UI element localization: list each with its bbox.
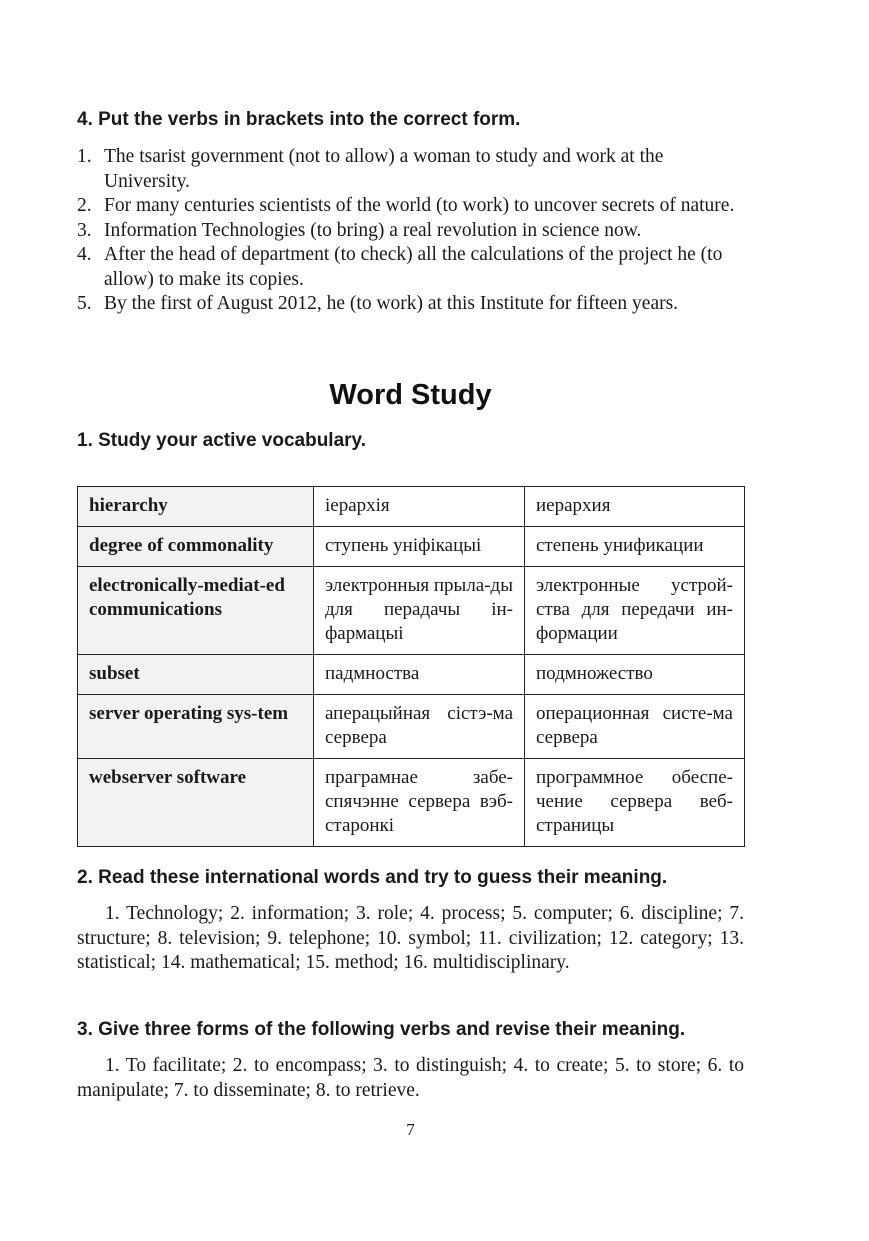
term-russian: иерархия (525, 487, 745, 527)
term-english: subset (78, 655, 314, 695)
exercise-2-heading: 2. Read these international words and try to guess their meaning. (77, 867, 668, 888)
table-row (78, 759, 745, 847)
term-belarusian: ступень уніфікацыі (314, 527, 525, 567)
term-english: hierarchy (78, 487, 314, 527)
vocabulary-heading: 1. Study your active vocabulary. (77, 430, 366, 451)
list-item: 3. Information Technologies (to bring) a real revolution in science now. (77, 219, 642, 241)
exercise-2-text: 1. Technology; 2. information; 3. role; 4. process; 5. computer; 6. discipline; 7. structure; 8. television; 9. telephone; 10. symbol; 11. civilization; 12. category; 13. statistical; 14. mathematical; 15. method; 16. multidisciplinary. (77, 903, 744, 973)
table-row (78, 567, 745, 655)
term-english: server operating sys-tem (78, 695, 314, 759)
term-russian: степень унификации (525, 527, 745, 567)
exercise-3-text: 1. To facilitate; 2. to encompass; 3. to distinguish; 4. to create; 5. to store; 6. to manipulate; 7. to disseminate; 8. to retrieve. (77, 1055, 744, 1101)
list-item: 2. For many centuries scientists of the world (to work) to uncover secrets of nature. (77, 195, 735, 216)
term-russian: электронные устрой-ства для передачи ин-формации (525, 567, 745, 655)
term-belarusian: падмноства (314, 655, 525, 695)
table-row (78, 655, 745, 695)
term-english: electronically-mediat-ed communications (78, 567, 314, 655)
exercise-3-heading: 3. Give three forms of the following verbs and revise their meaning. (77, 1019, 686, 1040)
term-belarusian: электронныя прыла-ды для перадачы ін-фармацыі (314, 567, 525, 655)
term-russian: подмножество (525, 655, 745, 695)
section-title: Word Study (329, 379, 492, 411)
list-item: 5. By the first of August 2012, he (to work) at this Institute for fifteen years. (77, 293, 679, 314)
page-number: 7 (406, 1120, 415, 1139)
list-item: 1. The tsarist government (not to allow) a woman to study and work at the University. (77, 146, 664, 192)
term-belarusian: праграмнае забе-спячэнне сервера вэб-старонкі (314, 759, 525, 847)
exercise-4-list (77, 145, 744, 317)
term-russian: программное обеспе-чение сервера веб-страницы (525, 759, 745, 847)
term-belarusian: аперацыйная сістэ-ма сервера (314, 695, 525, 759)
term-english: webserver software (78, 759, 314, 847)
list-item: 4. After the head of department (to check) all the calculations of the project he (to allow) to make its copies. (77, 244, 723, 290)
term-belarusian: іерархія (314, 487, 525, 527)
table-row (78, 487, 745, 527)
table-row (78, 527, 745, 567)
term-russian: операционная систе-ма сервера (525, 695, 745, 759)
vocabulary-table (77, 486, 745, 847)
term-english: degree of commonality (78, 527, 314, 567)
exercise-4-heading: 4. Put the verbs in brackets into the correct form. (77, 109, 521, 130)
table-row (78, 695, 745, 759)
